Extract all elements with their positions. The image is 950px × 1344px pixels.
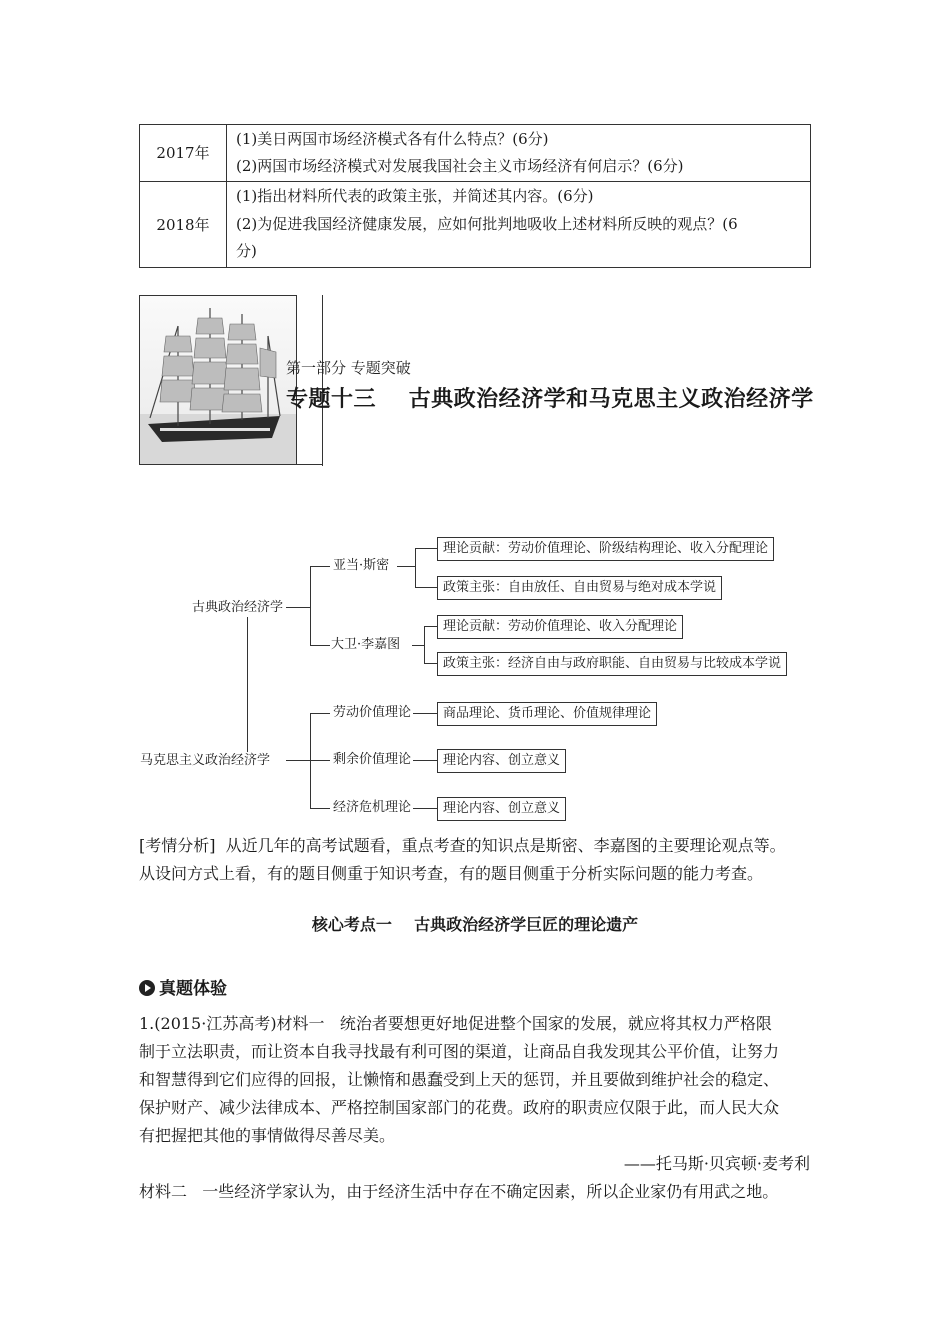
question-line: 保护财产、减少法律成本、严格控制国家部门的花费。政府的职责应仅限于此，而人民大众 <box>139 1098 780 1117</box>
questions-cell <box>227 125 811 182</box>
question-line: (2)两国市场经济模式对发展我国社会主义市场经济有何启示？(6分) <box>236 157 684 175</box>
connector <box>424 626 437 627</box>
ricardo-policy-box: 政策主张：经济自由与政府职能、自由贸易与比较成本学说 <box>437 652 787 676</box>
ricardo-theory-box: 理论贡献：劳动价值理论、收入分配理论 <box>437 615 683 639</box>
economic-crisis-box: 理论内容、创立意义 <box>437 797 566 821</box>
connector <box>415 587 437 588</box>
table-row <box>140 182 811 268</box>
connector <box>413 808 437 809</box>
question-line: 1.(2015·江苏高考)材料一 统治者要想更好地促进整个国家的发展，就应将其权力严格限 <box>139 1014 772 1033</box>
node-marxist-economics: 马克思主义政治经济学 <box>140 753 271 768</box>
connector <box>286 607 310 608</box>
node-classical-economics: 古典政治经济学 <box>192 600 284 615</box>
labor-value-box: 商品理论、货币理论、价值规律理论 <box>437 702 657 726</box>
exam-analysis-line: [考情分析] 从近几年的高考试题看，重点考查的知识点是斯密、李嘉图的主要理论观点等。 <box>139 836 786 855</box>
question-line: 分) <box>236 242 257 261</box>
connector <box>412 645 424 646</box>
exam-analysis-line: 从设问方式上看，有的题目侧重于知识考查，有的题目侧重于分析实际问题的能力考查。 <box>139 864 764 883</box>
node-labor-value-theory: 劳动价值理论 <box>333 705 412 720</box>
question-line: (2)为促进我国经济健康发展，应如何批判地吸收上述材料所反映的观点？(6 <box>236 214 738 233</box>
connector <box>413 713 437 714</box>
banner-divider <box>322 295 323 466</box>
connector <box>310 566 330 567</box>
banner-subtitle: 第一部分 专题突破 <box>286 359 411 377</box>
connector <box>310 713 330 714</box>
question-line: 材料二 一些经济学家认为，由于经济生活中存在不确定因素，所以企业家仍有用武之地。 <box>139 1182 779 1201</box>
connector <box>247 617 248 752</box>
node-surplus-value-theory: 剩余价值理论 <box>333 752 412 767</box>
section-title: 核心考点一 古典政治经济学巨匠的理论遗产 <box>311 915 639 934</box>
smith-policy-box: 政策主张：自由放任、自由贸易与绝对成本学说 <box>437 576 722 600</box>
surplus-value-box: 理论内容、创立意义 <box>437 749 566 773</box>
banner-divider <box>139 464 323 465</box>
connector <box>310 808 330 809</box>
connector <box>424 663 437 664</box>
attribution: ——托马斯·贝宾顿·麦考利 <box>623 1154 810 1173</box>
chapter-title: 专题十三 古典政治经济学和马克思主义政治经济学 <box>286 387 814 412</box>
exam-question-table <box>139 124 811 268</box>
connector <box>286 760 310 761</box>
question-line: 制于立法职责，而让资本自我寻找最有利可图的渠道，让商品自我发现其公平价值，让努力 <box>139 1042 780 1061</box>
connector <box>397 566 415 567</box>
connector <box>310 760 330 761</box>
table-row <box>140 125 811 182</box>
question-line: 有把握把其他的事情做得尽善尽美。 <box>139 1126 396 1145</box>
question-line: (1)指出材料所代表的政策主张，并简述其内容。(6分) <box>236 187 594 206</box>
year-cell: 2017年 <box>140 125 227 182</box>
sailing-ship-icon <box>139 295 297 465</box>
connector <box>415 548 437 549</box>
smith-theory-box: 理论贡献：劳动价值理论、阶级结构理论、收入分配理论 <box>437 537 774 561</box>
node-adam-smith: 亚当·斯密 <box>333 558 390 573</box>
questions-cell <box>227 182 811 268</box>
connector <box>424 626 425 664</box>
connector <box>415 548 416 587</box>
connector <box>310 566 311 646</box>
question-line: (1)美日两国市场经济模式各有什么特点？(6分) <box>236 129 549 148</box>
play-icon <box>139 980 155 996</box>
question-line: 和智慧得到它们应得的回报，让懒惰和愚蠢受到上天的惩罚，并且要做到维护社会的稳定、 <box>139 1070 780 1089</box>
node-economic-crisis-theory: 经济危机理论 <box>333 800 412 815</box>
connector <box>310 645 330 646</box>
real-exam-heading <box>139 974 227 999</box>
year-cell: 2018年 <box>140 182 227 268</box>
node-david-ricardo: 大卫·李嘉图 <box>331 637 401 652</box>
real-exam-heading-label: 真题体验 <box>159 979 227 999</box>
connector <box>413 760 437 761</box>
